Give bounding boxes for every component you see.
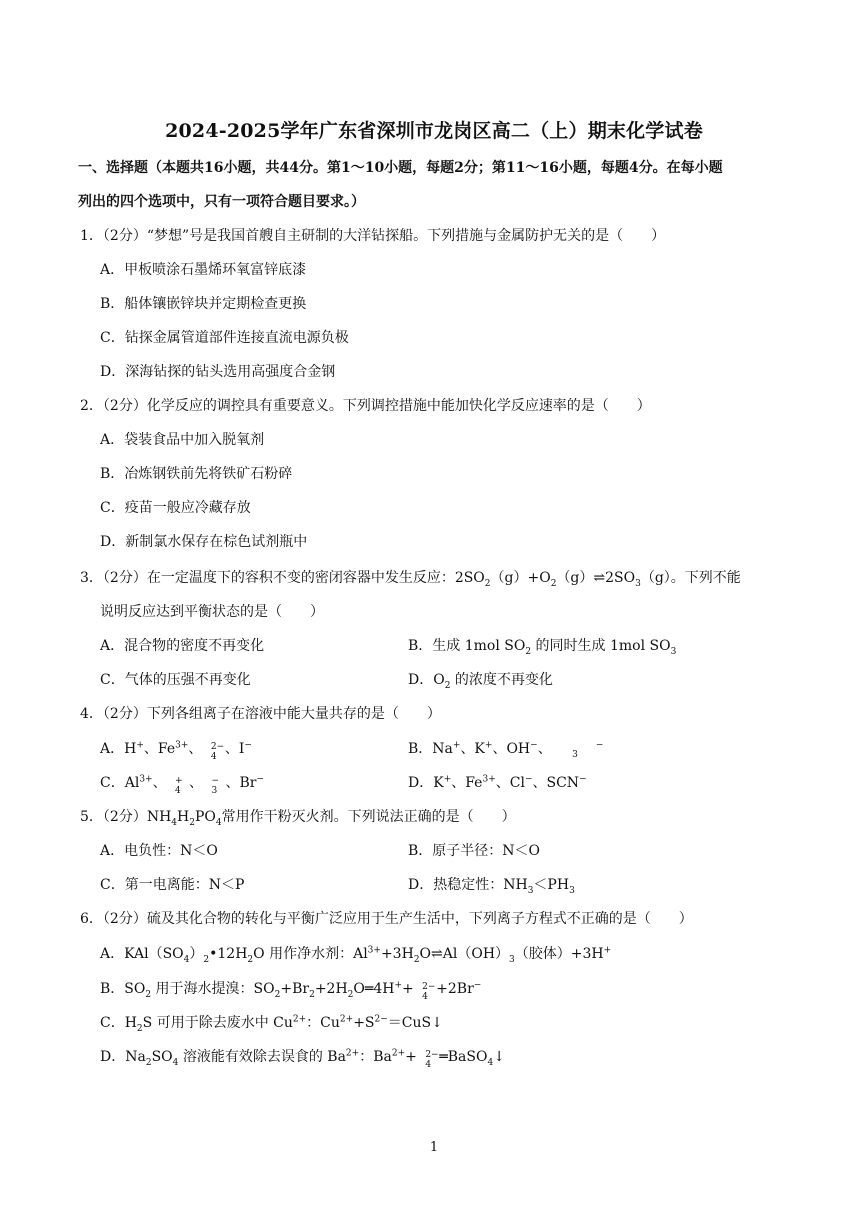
sulfate-ion-fraction: 2− 4: [422, 982, 436, 1002]
question-6-option-d: D．$Na_2SO_4$ 溶液能有效除去误食的 $Ba^{2+}$：$Ba^{2+}+$ 2− 4 ═BaSO$_4$↓: [100, 1048, 505, 1070]
question-1-option-a: A．甲板喷涂石墨烯环氧富锌底漆: [100, 262, 307, 278]
question-1-option-d: D．深海钻探的钻头选用高强度合金钢: [100, 364, 336, 380]
question-6-option-c: C．$H_2S$ 可用于除去废水中 $Cu^{2+}$：$Cu^{2+}+S^{2-}=CuS↓$: [100, 1014, 443, 1034]
section-instructions: [78, 151, 798, 219]
question-3-stem-line-2: 说明反应达到平衡状态的是（ ）: [100, 604, 324, 620]
question-3-stem-line-1: 3．（2分）在一定温度下的容积不变的密闭容器中发生反应：$2SO_2(g)+O_2(g)\rightleftharpoons 2SO_3(g)$。下列不能: [80, 570, 741, 589]
question-6-stem: 6．（2分）硫及其化合物的转化与平衡广泛应用于生产生活中，下列离子方程式不正确的是（ ）: [80, 911, 693, 927]
question-3-option-b: B．生成 1mol $SO_2$ 的同时生成 1mol $SO_3$: [408, 638, 677, 657]
question-5-option-d: D．热稳定性：$NH_3<PH_3$: [408, 877, 575, 896]
question-3-option-a: A．混合物的密度不再变化: [100, 638, 265, 654]
question-2-stem: 2．（2分）化学反应的调控具有重要意义。下列调控措施中能加快化学反应速率的是（ ）: [80, 398, 651, 414]
question-4-option-c: C．$Al^{3+}$、 + 4 、 − 3 、Br−: [100, 774, 265, 796]
question-4-stem: 4．（2分）下列各组离子在溶液中能大量共存的是（ ）: [80, 706, 441, 722]
question-3-option-d: D．$O_2$ 的浓度不再变化: [408, 672, 553, 691]
exam-title: 2024-2025学年广东省深圳市龙岗区高二（上）期末化学试卷: [165, 120, 703, 142]
question-4-option-b: B．Na+、K+、OH−、 $_3$−: [408, 740, 604, 760]
question-1-stem: 1．（2分）“梦想”号是我国首艘自主研制的大洋钻探船。下列措施与金属防护无关的是（ ）: [80, 228, 666, 244]
question-5-option-b: B．原子半径：N＜O: [408, 843, 541, 859]
nitrate-ion-fraction: − 3: [211, 776, 220, 796]
question-1-option-b: B．船体镶嵌锌块并定期检查更换: [100, 296, 307, 312]
question-2-option-c: C．疫苗一般应冷藏存放: [100, 500, 251, 516]
question-3-option-c: C．气体的压强不再变化: [100, 672, 251, 688]
ammonium-ion-fraction: + 4: [175, 776, 183, 796]
section-line-2: 列出的四个选项中，只有一项符合题目要求。）: [78, 194, 365, 210]
question-6-option-b: B．$SO_2$ 用于海水提溴：$SO_2+Br_2+2H_2O═4H^++$ 2− 4 +2Br−: [100, 980, 482, 1002]
question-4-option-d: D．K+、$Fe^{3+}$、Cl−、SCN−: [408, 774, 587, 791]
page-number: 1: [429, 1140, 439, 1155]
sulfate-ion-fraction: 2− 4: [210, 742, 225, 762]
question-2-option-d: D．新制氯水保存在棕色试剂瓶中: [100, 534, 308, 550]
question-6-option-a: A．$KAl(SO_4)_2•12H_2O$ 用作净水剂：$Al^{3+}+3H_2O\rightleftharpoons Al(OH)_3$（胶体）+3H+: [100, 945, 612, 965]
question-5-option-a: A．电负性：N＜O: [100, 843, 218, 859]
sulfate-ion-fraction: 2− 4: [425, 1050, 439, 1070]
question-2-option-a: A．袋装食品中加入脱氧剂: [100, 432, 265, 448]
question-4-option-a: A．H+、$Fe^{3+}$、 2− 4 、I−: [100, 740, 252, 762]
question-5-stem: 5．（2分）$NH_4H_2PO_4$常用作干粉灭火剂。下列说法正确的是（ ）: [80, 809, 516, 828]
question-2-option-b: B．冶炼钢铁前先将铁矿石粉碎: [100, 466, 293, 482]
question-1-option-c: C．钻探金属管道部件连接直流电源负极: [100, 330, 349, 346]
question-5-option-c: C．第一电离能：N＜P: [100, 877, 245, 893]
section-line-1: 一、选择题（本题共16小题，共44分。第1～10小题，每题2分；第11～16小题，每题4分。在每小题: [78, 160, 723, 176]
